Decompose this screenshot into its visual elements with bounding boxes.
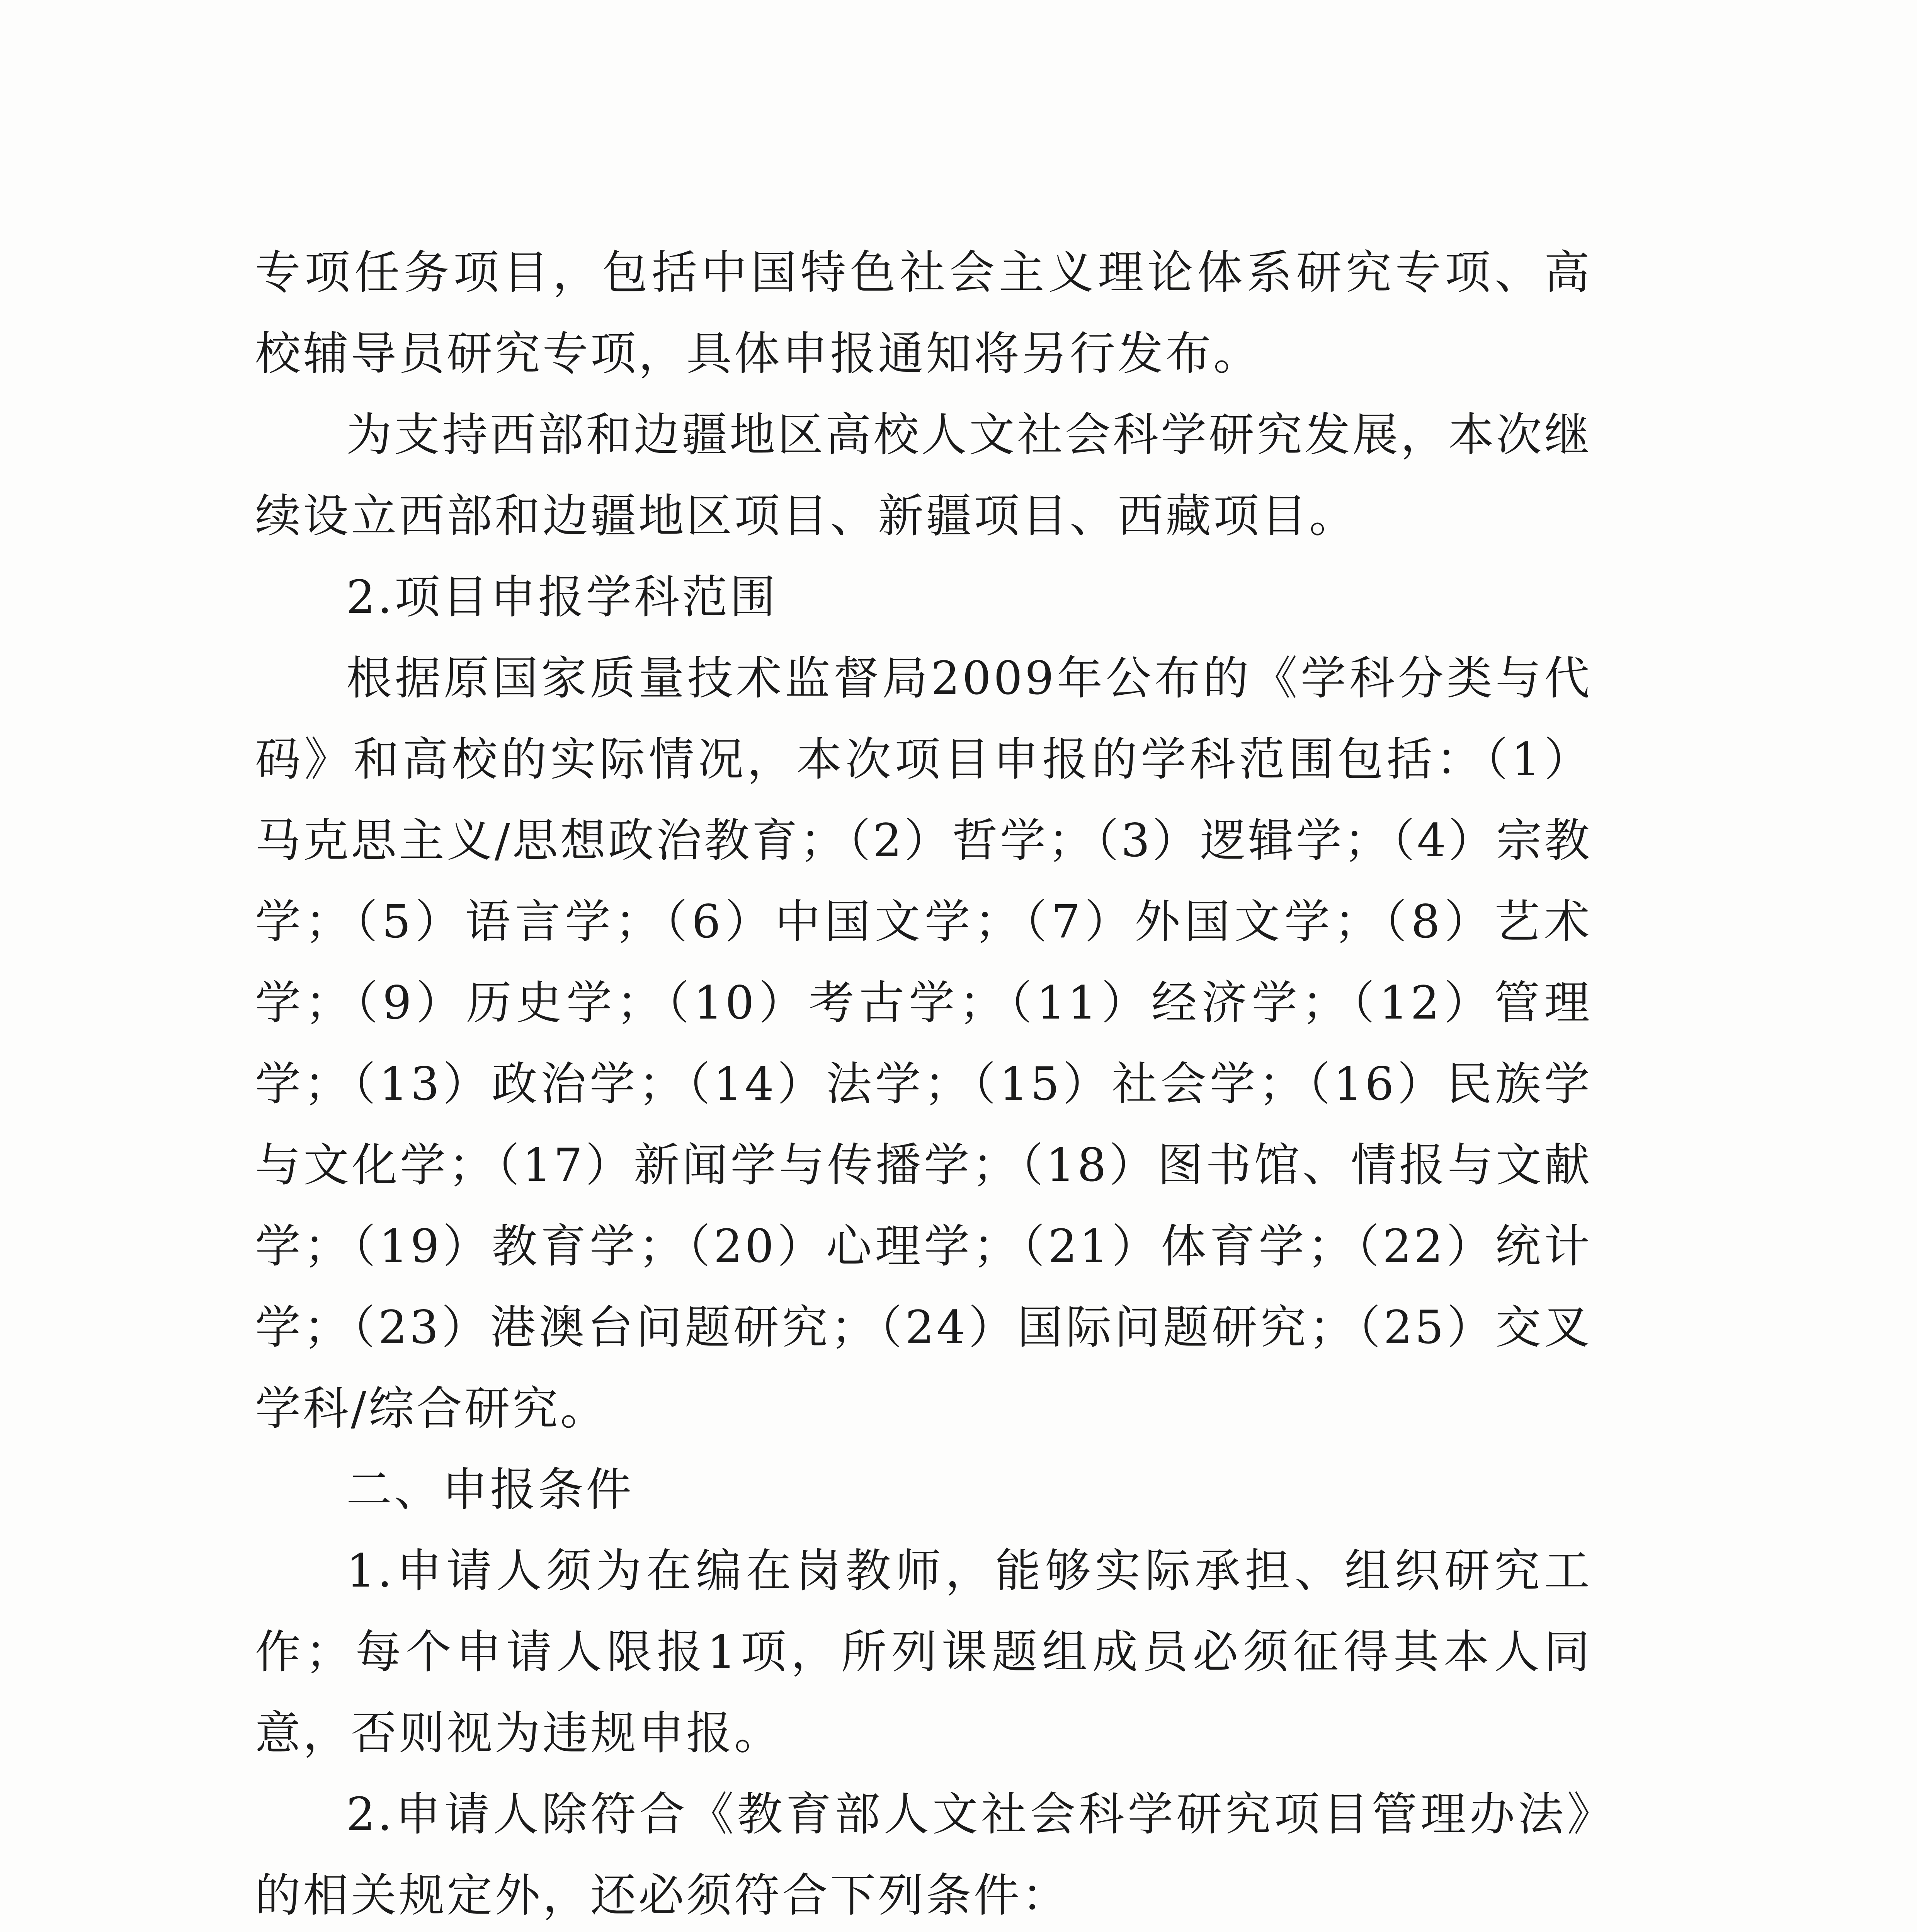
- paragraph-special-projects: 专项任务项目，包括中国特色社会主义理论体系研究专项、高校辅导员研究专项，具体申报通知将另行发布。: [255, 246, 1592, 380]
- paragraph-western-border-projects: 为支持西部和边疆地区高校人文社会科学研究发展，本次继续设立西部和边疆地区项目、新疆项目、西藏项目。: [255, 408, 1592, 543]
- document-body: [255, 232, 1592, 1932]
- paragraph-subject-list: 根据原国家质量技术监督局2009年公布的《学科分类与代码》和高校的实际情况，本次项目申报的学科范围包括：（1）马克思主义/思想政治教育；（2）哲学；（3）逻辑学；（4）宗教学；（5）语言学；（6）中国文学；（7）外国文学；（8）艺术学；（9）历史学；（10）考古学；（11）经济学；（12）管理学；（13）政治学；（14）法学；（15）社会学；（16）民族学与文化学；（17）新闻学与传播学；（18）图书馆、情报与文献学；（19）教育学；（20）心理学；（21）体育学；（22）统计学；（23）港澳台问题研究；（24）国际问题研究；（25）交叉学科/综合研究。: [255, 651, 1592, 1435]
- paragraph-condition-1: 1.申请人须为在编在岗教师，能够实际承担、组织研究工作；每个申请人限报1项，所列课题组成员必须征得其本人同意，否则视为违规申报。: [255, 1544, 1592, 1760]
- section-heading-subject-scope: 2.项目申报学科范围: [346, 570, 778, 624]
- section-heading-conditions: 二、申报条件: [346, 1463, 634, 1516]
- paragraph-condition-2: 2.申请人除符合《教育部人文社会科学研究项目管理办法》的相关规定外，还必须符合下列条件：: [255, 1787, 1592, 1922]
